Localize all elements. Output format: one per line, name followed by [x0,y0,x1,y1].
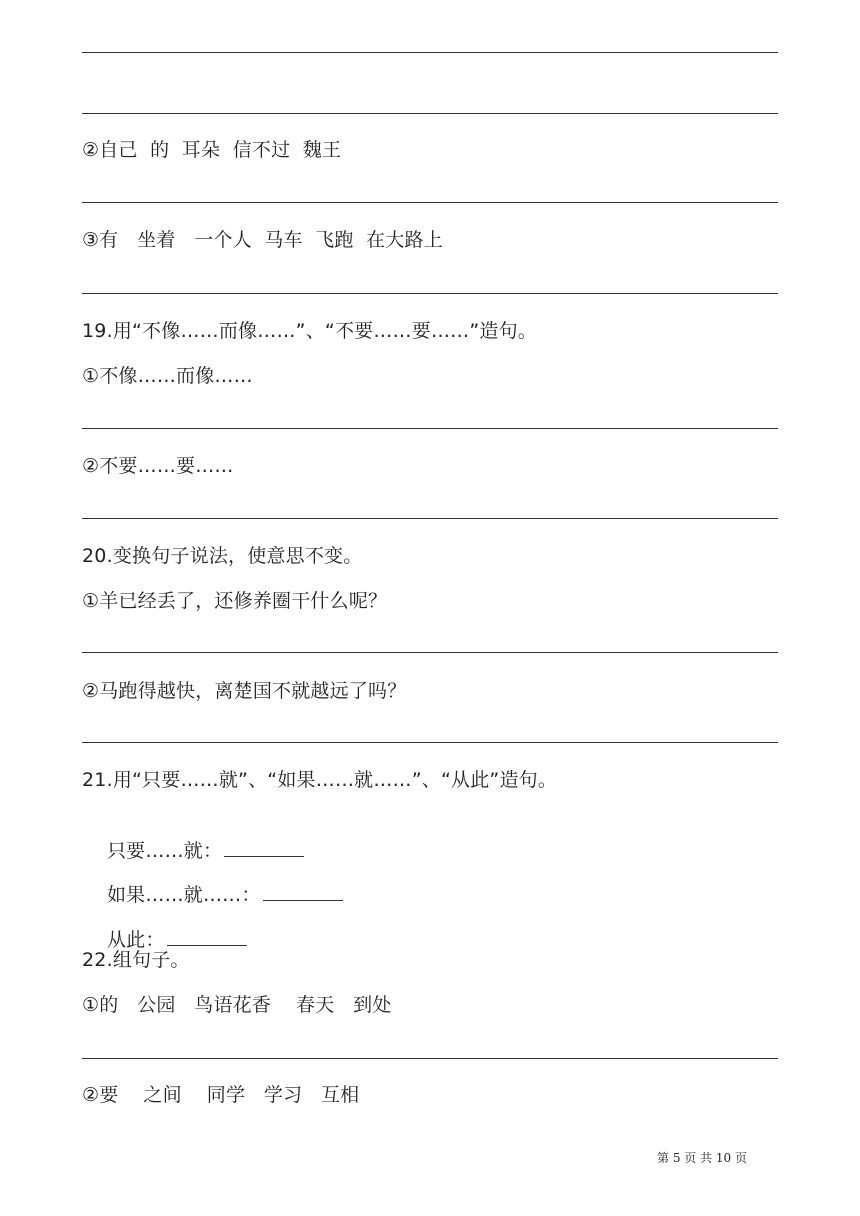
q22-item-1: ①的 公园 鸟语花香 春天 到处 [82,994,392,1016]
q20-item-2: ②马跑得越快，离楚国不就越远了吗？ [82,680,407,702]
q20-item-1: ①羊已经丢了，还修养圈干什么呢？ [82,590,388,612]
answer-line [82,52,778,53]
answer-line [82,518,778,519]
answer-line [82,202,778,203]
answer-line [82,293,778,294]
q18-item-2: ②自己 的 耳朵 信不过 魏王 [82,139,342,161]
answer-line [82,742,778,743]
answer-line [82,113,778,114]
q18-item-3: ③有 坐着 一个人 马车 飞跑 在大路上 [82,229,443,251]
q20-prompt: 20.变换句子说法，使意思不变。 [82,545,363,567]
q22-item-2: ②要 之间 同学 学习 互相 [82,1084,360,1106]
q21-item-1-label: 只要……就： [106,840,223,862]
q22-prompt: 22.组句子。 [82,949,190,971]
fill-blank[interactable] [263,882,343,901]
page-number: 第 5 页 共 10 页 [657,1151,747,1165]
q21-prompt: 21.用“只要……就”、“如果……就……”、“从此”造句。 [82,769,558,791]
fill-blank[interactable] [167,927,247,946]
answer-line [82,1058,778,1059]
fill-blank[interactable] [224,838,304,857]
q21-item-3-label: 从此： [106,929,165,951]
q19-prompt: 19.用“不像……而像……”、“不要……要……”造句。 [82,320,537,342]
answer-line [82,652,778,653]
q19-item-2: ②不要……要…… [82,455,234,477]
answer-line [82,428,778,429]
q21-item-2-label: 如果……就……： [106,884,261,906]
q19-item-1: ①不像……而像…… [82,365,253,387]
